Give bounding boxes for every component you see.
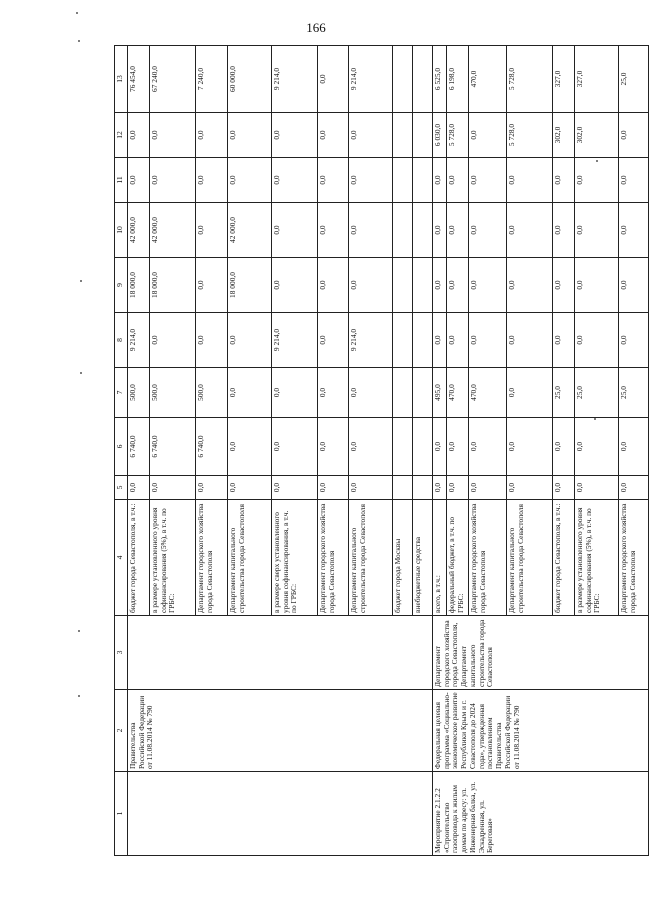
value-cell: 18 000,0 [128, 258, 150, 313]
value-cell: 0,0 [469, 313, 507, 368]
value-cell: 60 000,0 [228, 46, 272, 113]
header-cell: 6 [115, 418, 128, 476]
funding-source-cell: внебюджетные средства [413, 500, 433, 616]
scan-speck [80, 280, 82, 282]
value-cell: 0,0 [447, 158, 469, 203]
value-cell: 0,0 [318, 418, 349, 476]
funding-source-cell: Департамент городского хозяйства города Севастополя [469, 500, 507, 616]
measure-name-cell: Мероприятие 2.1.2.2 «Строительство газопровода к жилым домам по адресу: ул. Инженерная балка, ул. Эскадренная, ул. Береговая» [433, 772, 649, 856]
funding-source-cell: Департамент капитального строительства города Севастополя [228, 500, 272, 616]
value-cell [413, 418, 433, 476]
page-number: 166 [306, 20, 326, 35]
header-cell: 2 [115, 690, 128, 772]
value-cell: 500,0 [128, 368, 150, 418]
value-cell: 25,0 [619, 46, 649, 113]
header-cell: 9 [115, 258, 128, 313]
value-cell [413, 158, 433, 203]
value-cell: 0,0 [619, 203, 649, 258]
value-cell: 0,0 [272, 258, 318, 313]
funding-source-cell: в размере установленного уровня софинансирования (5%), в т.ч. по ГРБС: [575, 500, 619, 616]
funding-source-cell: Департамент капитального строительства города Севастополя [349, 500, 393, 616]
value-cell [413, 113, 433, 158]
value-cell: 0,0 [318, 158, 349, 203]
value-cell: 0,0 [228, 418, 272, 476]
value-cell: 0,0 [272, 158, 318, 203]
value-cell: 327,0 [575, 46, 619, 113]
scan-speck [78, 695, 80, 697]
value-cell: 0,0 [469, 113, 507, 158]
value-cell: 0,0 [228, 313, 272, 368]
value-cell: 9 214,0 [272, 46, 318, 113]
value-cell: 0,0 [196, 203, 228, 258]
value-cell: 0,0 [619, 313, 649, 368]
header-cell: 4 [115, 500, 128, 616]
value-cell: 42 000,0 [150, 203, 196, 258]
scan-speck [80, 372, 82, 374]
header-cell: 7 [115, 368, 128, 418]
value-cell: 42 000,0 [128, 203, 150, 258]
value-cell: 0,0 [553, 258, 575, 313]
program-cell: Федеральная целевая программа «Социально-экономическое развитие Республики Крым и г. Севастополя до 2024 года», утвержденная постановлением Правительства Российской Федерации от 11.08.2014 № 790 [433, 690, 649, 772]
value-cell [413, 313, 433, 368]
value-cell: 0,0 [575, 258, 619, 313]
value-cell: 7 240,0 [196, 46, 228, 113]
value-cell: 0,0 [507, 476, 553, 500]
value-cell: 0,0 [349, 368, 393, 418]
value-cell: 18 000,0 [150, 258, 196, 313]
value-cell: 0,0 [272, 476, 318, 500]
value-cell: 6 030,0 [433, 113, 447, 158]
value-cell: 0,0 [507, 203, 553, 258]
value-cell: 0,0 [469, 258, 507, 313]
value-cell [413, 476, 433, 500]
scan-speck [76, 12, 78, 14]
value-cell: 0,0 [507, 418, 553, 476]
value-cell: 9 214,0 [272, 313, 318, 368]
value-cell: 495,0 [433, 368, 447, 418]
value-cell [413, 46, 433, 113]
value-cell: 0,0 [433, 313, 447, 368]
value-cell: 0,0 [196, 158, 228, 203]
value-cell: 0,0 [318, 476, 349, 500]
funding-source-cell: бюджет города Москвы [393, 500, 413, 616]
measure-name-cell [128, 772, 433, 856]
header-cell: 12 [115, 113, 128, 158]
value-cell: 0,0 [272, 113, 318, 158]
funding-source-cell: Департамент городского хозяйства города Севастополя [619, 500, 649, 616]
value-cell: 0,0 [318, 46, 349, 113]
value-cell: 0,0 [272, 418, 318, 476]
executor-cell [128, 616, 433, 690]
value-cell: 0,0 [196, 313, 228, 368]
value-cell: 0,0 [196, 113, 228, 158]
header-cell: 13 [115, 46, 128, 113]
value-cell: 0,0 [507, 368, 553, 418]
value-cell: 0,0 [619, 158, 649, 203]
funding-source-cell: федеральный бюджет, в т.ч. по ГРБС: [447, 500, 469, 616]
value-cell: 0,0 [318, 368, 349, 418]
value-cell: 42 000,0 [228, 203, 272, 258]
value-cell: 0,0 [447, 418, 469, 476]
value-cell: 0,0 [272, 203, 318, 258]
budget-table [114, 45, 649, 856]
value-cell: 0,0 [433, 418, 447, 476]
value-cell: 6 198,0 [447, 46, 469, 113]
value-cell [393, 46, 413, 113]
value-cell: 470,0 [469, 46, 507, 113]
funding-source-cell: бюджет города Севастополя, в т.ч.: [553, 500, 575, 616]
value-cell: 25,0 [575, 368, 619, 418]
scan-speck [78, 40, 80, 42]
value-cell: 0,0 [469, 203, 507, 258]
value-cell: 0,0 [349, 158, 393, 203]
value-cell: 25,0 [553, 368, 575, 418]
value-cell [413, 258, 433, 313]
value-cell: 9 214,0 [349, 46, 393, 113]
value-cell: 0,0 [433, 158, 447, 203]
value-cell: 0,0 [228, 368, 272, 418]
table-row [433, 46, 447, 856]
value-cell: 5 728,0 [507, 46, 553, 113]
header-cell: 1 [115, 772, 128, 856]
value-cell: 0,0 [128, 113, 150, 158]
header-row [115, 46, 128, 856]
value-cell: 0,0 [228, 113, 272, 158]
value-cell: 500,0 [196, 368, 228, 418]
value-cell: 0,0 [196, 258, 228, 313]
value-cell: 0,0 [447, 313, 469, 368]
value-cell: 9 214,0 [349, 313, 393, 368]
value-cell: 0,0 [507, 313, 553, 368]
value-cell: 327,0 [553, 46, 575, 113]
value-cell: 0,0 [447, 258, 469, 313]
value-cell: 0,0 [433, 258, 447, 313]
value-cell: 302,0 [575, 113, 619, 158]
value-cell: 0,0 [349, 418, 393, 476]
value-cell: 0,0 [349, 258, 393, 313]
value-cell: 0,0 [318, 313, 349, 368]
value-cell: 0,0 [469, 158, 507, 203]
value-cell: 5 728,0 [507, 113, 553, 158]
value-cell: 0,0 [553, 203, 575, 258]
value-cell [393, 258, 413, 313]
value-cell: 0,0 [507, 258, 553, 313]
value-cell: 500,0 [150, 368, 196, 418]
value-cell: 0,0 [128, 158, 150, 203]
value-cell: 0,0 [619, 476, 649, 500]
value-cell: 18 000,0 [228, 258, 272, 313]
value-cell: 5 728,0 [447, 113, 469, 158]
value-cell [393, 158, 413, 203]
value-cell: 0,0 [150, 158, 196, 203]
value-cell: 0,0 [318, 258, 349, 313]
funding-source-cell: Департамент капитального строительства города Севастополя [507, 500, 553, 616]
funding-source-cell: всего, в т.ч.: [433, 500, 447, 616]
value-cell: 6 740,0 [128, 418, 150, 476]
value-cell: 0,0 [447, 476, 469, 500]
value-cell: 0,0 [128, 476, 150, 500]
value-cell: 0,0 [619, 113, 649, 158]
value-cell: 0,0 [433, 476, 447, 500]
value-cell [413, 368, 433, 418]
value-cell: 0,0 [575, 158, 619, 203]
value-cell: 0,0 [575, 203, 619, 258]
value-cell: 25,0 [619, 368, 649, 418]
value-cell: 0,0 [349, 203, 393, 258]
value-cell: 6 525,0 [433, 46, 447, 113]
value-cell: 0,0 [272, 368, 318, 418]
scan-speck [78, 630, 80, 632]
value-cell: 0,0 [228, 158, 272, 203]
value-cell: 0,0 [553, 476, 575, 500]
funding-source-cell: в размере сверх установленного уровня софинансирования, в т.ч. по ГРБС: [272, 500, 318, 616]
value-cell: 6 740,0 [196, 418, 228, 476]
value-cell: 0,0 [318, 203, 349, 258]
value-cell: 0,0 [553, 313, 575, 368]
value-cell: 0,0 [196, 476, 228, 500]
header-cell: 8 [115, 313, 128, 368]
value-cell: 0,0 [150, 313, 196, 368]
value-cell [413, 203, 433, 258]
value-cell: 0,0 [349, 476, 393, 500]
value-cell: 6 740,0 [150, 418, 196, 476]
value-cell: 302,0 [553, 113, 575, 158]
value-cell [393, 476, 413, 500]
value-cell: 0,0 [507, 158, 553, 203]
header-cell: 11 [115, 158, 128, 203]
value-cell: 0,0 [469, 418, 507, 476]
value-cell [393, 418, 413, 476]
value-cell: 0,0 [553, 418, 575, 476]
funding-source-cell: Департамент городского хозяйства города Севастополя [318, 500, 349, 616]
value-cell: 0,0 [553, 158, 575, 203]
executor-cell: Департамент городского хозяйства города Севастополя, Департамент капитального строительства города Севастополя [433, 616, 649, 690]
header-cell: 3 [115, 616, 128, 690]
value-cell [393, 203, 413, 258]
value-cell [393, 313, 413, 368]
funding-source-cell: Департамент городского хозяйства города Севастополя [196, 500, 228, 616]
value-cell: 0,0 [150, 113, 196, 158]
value-cell: 0,0 [150, 476, 196, 500]
value-cell [393, 113, 413, 158]
rotated-table-container [114, 46, 637, 856]
value-cell: 0,0 [447, 203, 469, 258]
program-cell: Правительства Российской Федерации от 11.08.2014 № 790 [128, 690, 433, 772]
value-cell: 0,0 [575, 476, 619, 500]
value-cell: 0,0 [318, 113, 349, 158]
funding-source-cell: в размере установленного уровня софинансирования (5%), в т.ч. по ГРБС: [150, 500, 196, 616]
value-cell: 0,0 [228, 476, 272, 500]
value-cell: 67 240,0 [150, 46, 196, 113]
value-cell [393, 368, 413, 418]
value-cell: 9 214,0 [128, 313, 150, 368]
value-cell: 470,0 [447, 368, 469, 418]
value-cell: 0,0 [349, 113, 393, 158]
value-cell: 0,0 [575, 418, 619, 476]
value-cell: 0,0 [575, 313, 619, 368]
value-cell: 470,0 [469, 368, 507, 418]
value-cell: 76 454,0 [128, 46, 150, 113]
value-cell: 0,0 [619, 258, 649, 313]
table-row [128, 46, 150, 856]
header-cell: 10 [115, 203, 128, 258]
funding-source-cell: бюджет города Севастополя, в т.ч.: [128, 500, 150, 616]
value-cell: 0,0 [433, 203, 447, 258]
header-cell: 5 [115, 476, 128, 500]
value-cell: 0,0 [619, 418, 649, 476]
value-cell: 0,0 [469, 476, 507, 500]
